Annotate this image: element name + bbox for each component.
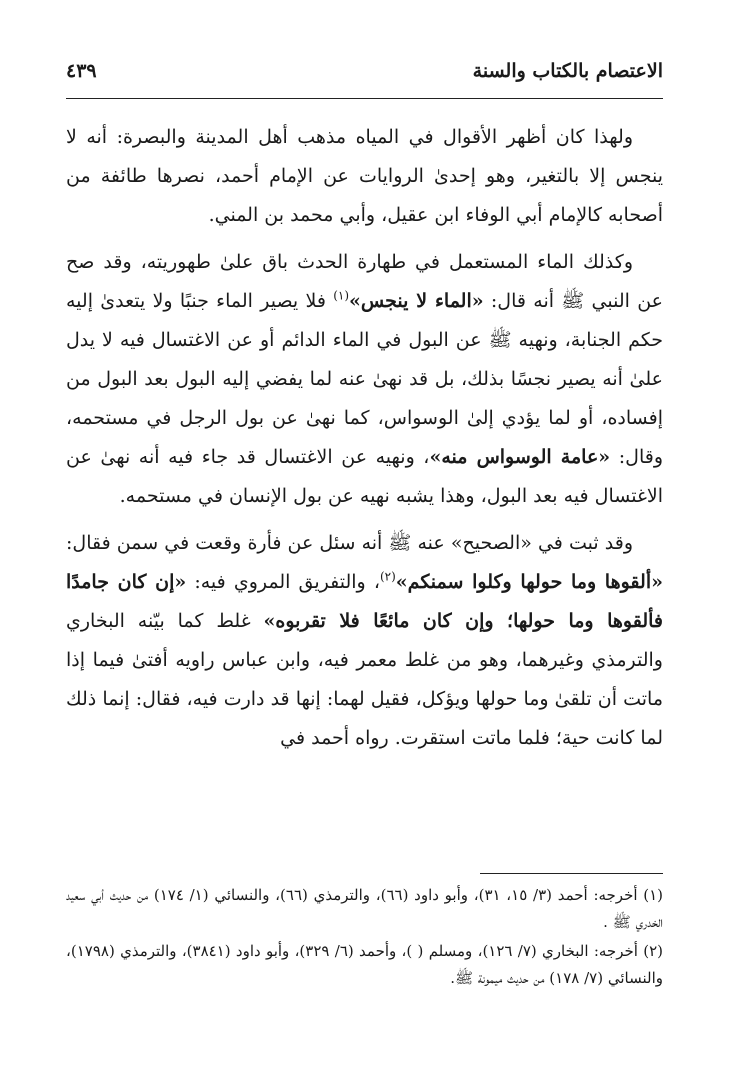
- footnote: (٢) أخرجه: البخاري (٧/ ١٢٦)، ومسلم ( )، وأحمد (٦/ ٣٢٩)، وأبو داود (٣٨٤١)، والترمذي (١٧٩٨)، والنسائي (٧/ ١٧٨) من حديث ميمونة ﷺ.: [66, 942, 663, 987]
- page-number: ٤٣٩: [66, 60, 97, 82]
- text-run: وقد ثبت في «الصحيح» عنه ﷺ أنه سئل عن فأرة وقعت في سمن فقال:: [66, 532, 633, 554]
- hadith-quote: «الماء لا ينجس»: [349, 290, 484, 312]
- text-run: وكذلك الماء المستعمل في طهارة الحدث باق علىٰ طهوريته، وقد صح عن النبي ﷺ أنه قال:: [66, 251, 663, 312]
- header-divider: [66, 98, 663, 99]
- running-title: الاعتصام بالكتاب والسنة: [472, 60, 663, 82]
- text-run: ، والتفريق المروي فيه:: [186, 571, 380, 593]
- footnote: (١) أخرجه: أحمد (٣/ ١٥، ٣١)، وأبو داود (٦٦)، والترمذي (٦٦)، والنسائي (١/ ١٧٤) من حديث أبي سعيد الخدري ﷺ .: [66, 886, 664, 931]
- running-header: [66, 58, 663, 92]
- text-run: غلط كما بيّنه البخاري والترمذي وغيرهما، وهو من غلط معمر فيه، وابن عباس راويه أفتىٰ فيما إذا ماتت أن تلقىٰ وما حولها ويؤكل، فقيل لهما: إنها قد دارت فيه، فقال: إنما ذلك لما كانت حية؛ فلما ماتت استقرت. رواه أحمد في: [66, 610, 663, 749]
- footnotes: [66, 882, 663, 994]
- hadith-quote: «إن كان جامدًا فألقوها وما حولها؛ وإن كان مائعًا فلا تقربوه»: [66, 571, 663, 632]
- footnote-divider: [480, 873, 663, 874]
- main-text: [66, 118, 663, 766]
- hadith-quote: «ألقوها وما حولها وكلوا سمنكم»: [395, 571, 663, 593]
- paragraph: [66, 118, 663, 235]
- text-run: فلا يصير الماء جنبًا ولا يتعدىٰ إليه حكم الجنابة، ونهيه ﷺ عن البول في الماء الدائم أو عن الاغتسال فيه لا يدل علىٰ أنه يصير نجسًا بذلك، بل قد نهىٰ عنه لما يفضي إليه البول بعد البول من إفساده، أو لما يؤدي إلىٰ الوسواس، كما نهىٰ عن بول الرجل في مستحمه، وقال:: [66, 290, 663, 468]
- text-run: ولهذا كان أظهر الأقوال في المياه مذهب أهل المدينة والبصرة: أنه لا ينجس إلا بالتغير، وهو إحدىٰ الروايات عن الإمام أحمد، نصرها طائفة من أصحابه كالإمام أبي الوفاء ابن عقيل، وأبي محمد بن المني.: [66, 126, 663, 226]
- paragraph: [66, 243, 663, 516]
- hadith-quote: «عامة الوسواس منه»: [429, 446, 611, 468]
- footnote-ref: (١): [333, 288, 350, 303]
- footnote-ref: (٢): [379, 569, 396, 584]
- text-run: ، ونهيه عن الاغتسال قد جاء فيه أنه نهىٰ عن الاغتسال فيه بعد البول، وهذا يشبه نهيه عن بول الإنسان في مستحمه.: [66, 446, 663, 507]
- paragraph: [66, 524, 663, 758]
